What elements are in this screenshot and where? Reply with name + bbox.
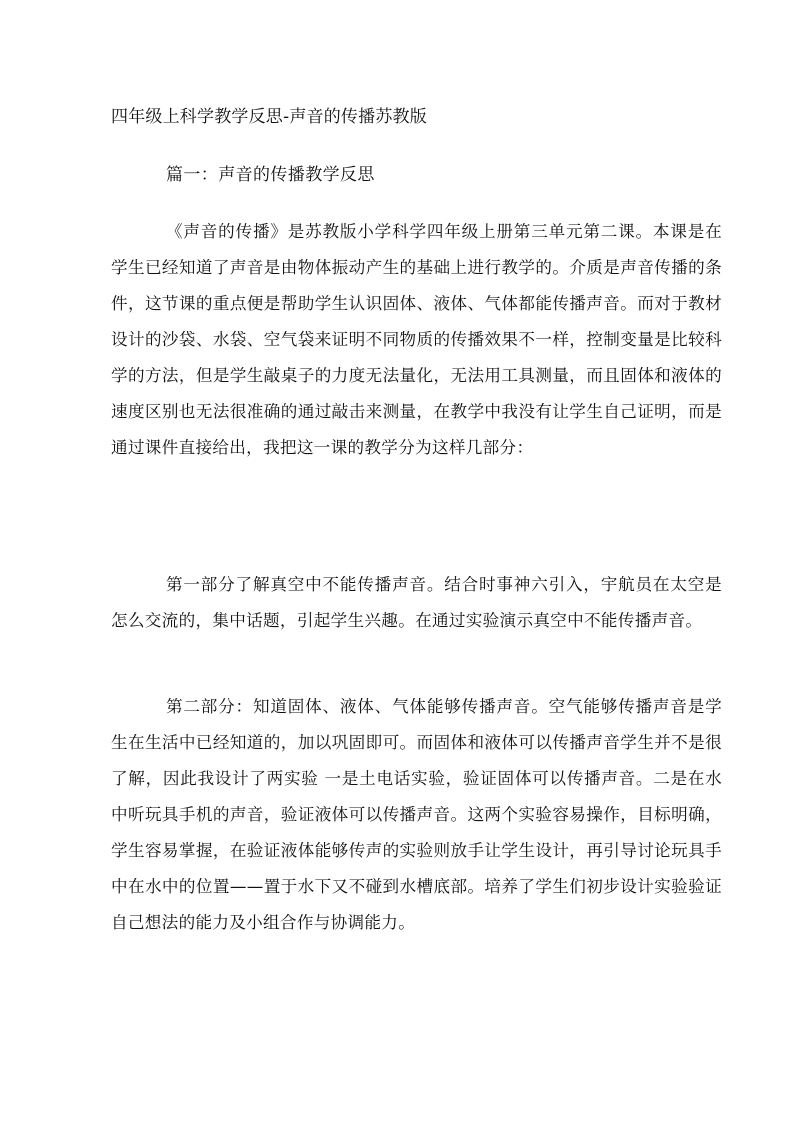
paragraph-part-one: 第一部分了解真空中不能传播声音。结合时事神六引入，宇航员在太空是怎么交流的，集中话题，引起学生兴趣。在通过实验演示真空中不能传播声音。 <box>111 575 722 630</box>
paragraph-part-two: 第二部分：知道固体、液体、气体能够传播声音。空气能够传播声音是学生在生活中已经知道的，加以巩固即可。而固体和液体可以传播声音学生并不是很了解，因此我设计了两实验 一是土电话实验，验证固体可以传播声音。二是在水中听玩具手机的声音，验证液体可以传播声音。这两个实验容易操作，目标明确，学生容易掌握，在验证液体能够传声的实验则放手让学生设计，再引导讨论玩具手中在水中的位置——置于水下又不碰到水槽底部。培养了学生们初步设计实验验证自己想法的能力及小组合作与协调能力。 <box>111 697 722 932</box>
section-heading: 篇一：声音的传播教学反思 <box>166 165 375 185</box>
paragraph-intro: 《声音的传播》是苏教版小学科学四年级上册第三单元第二课。本课是在学生已经知道了声音是由物体振动产生的基础上进行教学的。介质是声音传播的条件，这节课的重点便是帮助学生认识固体、液体、气体都能传播声音。而对于教材设计的沙袋、水袋、空气袋来证明不同物质的传播效果不一样，控制变量是比较科学的方法，但是学生敲桌子的力度无法量化，无法用工具测量，而且固体和液体的速度区别也无法很准确的通过敲击来测量，在教学中我没有让学生自己证明，而是通过课件直接给出，我把这一课的教学分为这样几部分： <box>111 222 722 457</box>
document-title: 四年级上科学教学反思-声音的传播苏教版 <box>111 107 427 127</box>
